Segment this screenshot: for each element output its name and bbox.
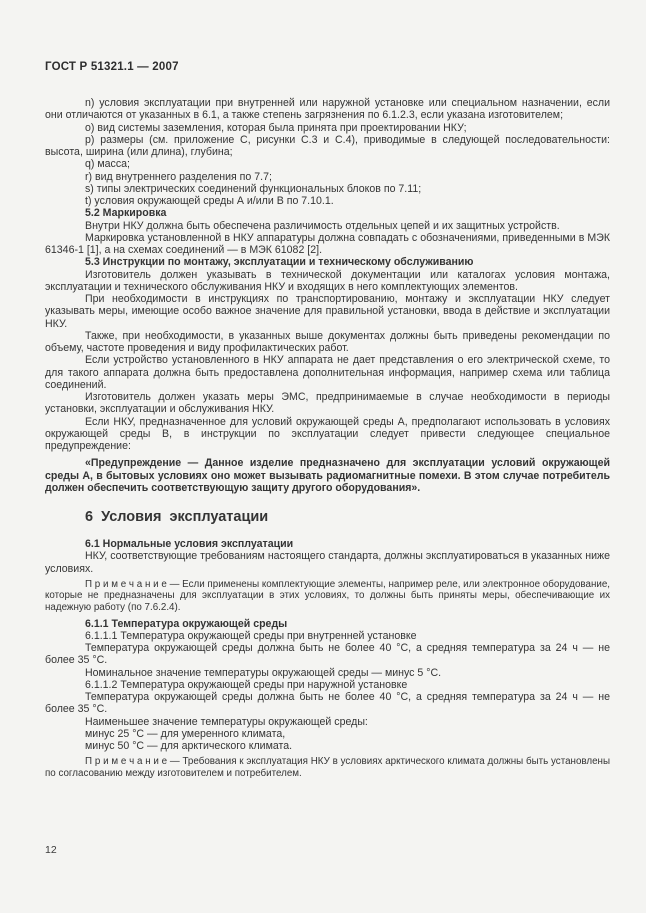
paragraph-body: 6.1.1.1 Температура окружающей среды при внутренней установке [85, 629, 417, 642]
paragraph-body: r) вид внутреннего разделения по 7.7; [85, 170, 272, 183]
paragraph-body: Номинальное значение температуры окружающей среды — минус 5 °С. [85, 666, 442, 679]
paragraph-body: При необходимости в инструкциях по транспортированию, монтажу и эксплуатации НКУ следует указывать меры, имеющие особо важное значение для правильной установки, ввода в действие и эксплуатации НКУ. [45, 293, 610, 330]
paragraph-body: Температура окружающей среды должна быть не более 40 °С, а средняя температура за 24 ч — не более 35 °С. [45, 642, 610, 667]
paragraph-body: Изготовитель должен указывать в технической документации или каталогах условия монтажа, эксплуатации и технического обслуживания НКУ и входящих в него комплектующих элементов. [45, 268, 610, 293]
paragraph-body: Также, при необходимости, в указанных выше документах должны быть приведены рекомендации по объему, частоте проведения и виду профилактических работ. [45, 329, 610, 354]
paragraph-body: Маркировка установленной в НКУ аппаратуры должна совпадать с обозначениями, приведенными в МЭК 61346-1 [1], а на схемах соединений — в МЭК 61082 [2]. [45, 231, 610, 256]
paragraph-body: Внутри НКУ должна быть обеспечена различимость отдельных цепей и их защитных устройств. [85, 219, 560, 232]
paragraph-note: П р и м е ч а н и е — Если применены комплектующие элементы, например реле, или электронное оборудование, которые не предназначены для эксплуатации в этих условиях, то должны быть приняты меры, обеспечивающие их надежную работу (по 7.6.2.4). [45, 578, 610, 613]
paragraph-body: n) условия эксплуатации при внутренней или наружной установке или специальном назначении, если они отличаются от указанных в 6.1, а также степень загрязнения по 6.1.2.3, если указана изготовителем; [45, 97, 610, 122]
paragraph-body: Если устройство установленного в НКУ аппарата не дает представления о его электрической схеме, то для такого аппарата должна быть предоставлена дополнительная информация, например схема или таблица соединений. [45, 354, 610, 391]
paragraph-body: минус 25 °С — для умеренного климата, [85, 727, 286, 740]
paragraph-hbold: 5.3 Инструкции по монтажу, эксплуатации и техническому обслуживанию [85, 256, 474, 269]
paragraph-body: Наименьшее значение температуры окружающей среды: [85, 715, 368, 728]
paragraph-body: Температура окружающей среды должна быть не более 40 °С, а средняя температура за 24 ч — не более 35 °С. [45, 691, 610, 716]
paragraph-hbold: 6.1 Нормальные условия эксплуатации [85, 538, 294, 550]
paragraph-warning: «Предупреждение — Данное изделие предназначено для эксплуатации условий окружающей среды А, в бытовых условиях оно может вызывать радиомагнитные помехи. В этом случае потребитель должен обеспечить соответствующую защиту другого оборудования». [45, 457, 610, 494]
paragraph-hbold: 6.1.1 Температура окружающей среды [85, 617, 288, 630]
document-body [45, 97, 610, 783]
paragraph-hbold: 5.2 Маркировка [85, 207, 167, 220]
paragraph-body: p) размеры (см. приложение С, рисунки С.3 и С.4), приводимые в следующей последовательности: высота, ширина (или длина), глубина; [45, 133, 610, 158]
paragraph-body: НКУ, соответствующие требованиям настоящего стандарта, должны эксплуатироваться в указанных ниже условиях. [45, 550, 610, 575]
paragraph-body: Если НКУ, предназначенное для условий окружающей среды А, предполагают использовать в условиях окружающей среды В, в инструкции по эксплуатации следует привести следующее специальное предупреждение: [45, 415, 610, 452]
paragraph-body: минус 50 °С — для арктического климата. [85, 740, 293, 753]
paragraph-body: s) типы электрических соединений функциональных блоков по 7.11; [85, 182, 422, 195]
paragraph-section: 6 Условия эксплуатации [85, 509, 269, 525]
paragraph-body: o) вид системы заземления, которая была принята при проектировании НКУ; [85, 121, 467, 134]
paragraph-body: Изготовитель должен указать меры ЭМС, предпринимаемые в случае необходимости в периоды установки, эксплуатации и обслуживания НКУ. [45, 391, 610, 416]
page-number: 12 [45, 844, 57, 856]
paragraph-body: 6.1.1.2 Температура окружающей среды при наружной установке [85, 678, 408, 691]
paragraph-body: t) условия окружающей среды А и/или В по 7.10.1. [85, 195, 334, 207]
paragraph-body: q) масса; [85, 158, 130, 171]
running-header: ГОСТ Р 51321.1 — 2007 [45, 61, 179, 73]
paragraph-note: П р и м е ч а н и е — Требования к эксплуатация НКУ в условиях арктического климата должны быть установлены по согласованию между изготовителем и потребителем. [45, 756, 610, 779]
